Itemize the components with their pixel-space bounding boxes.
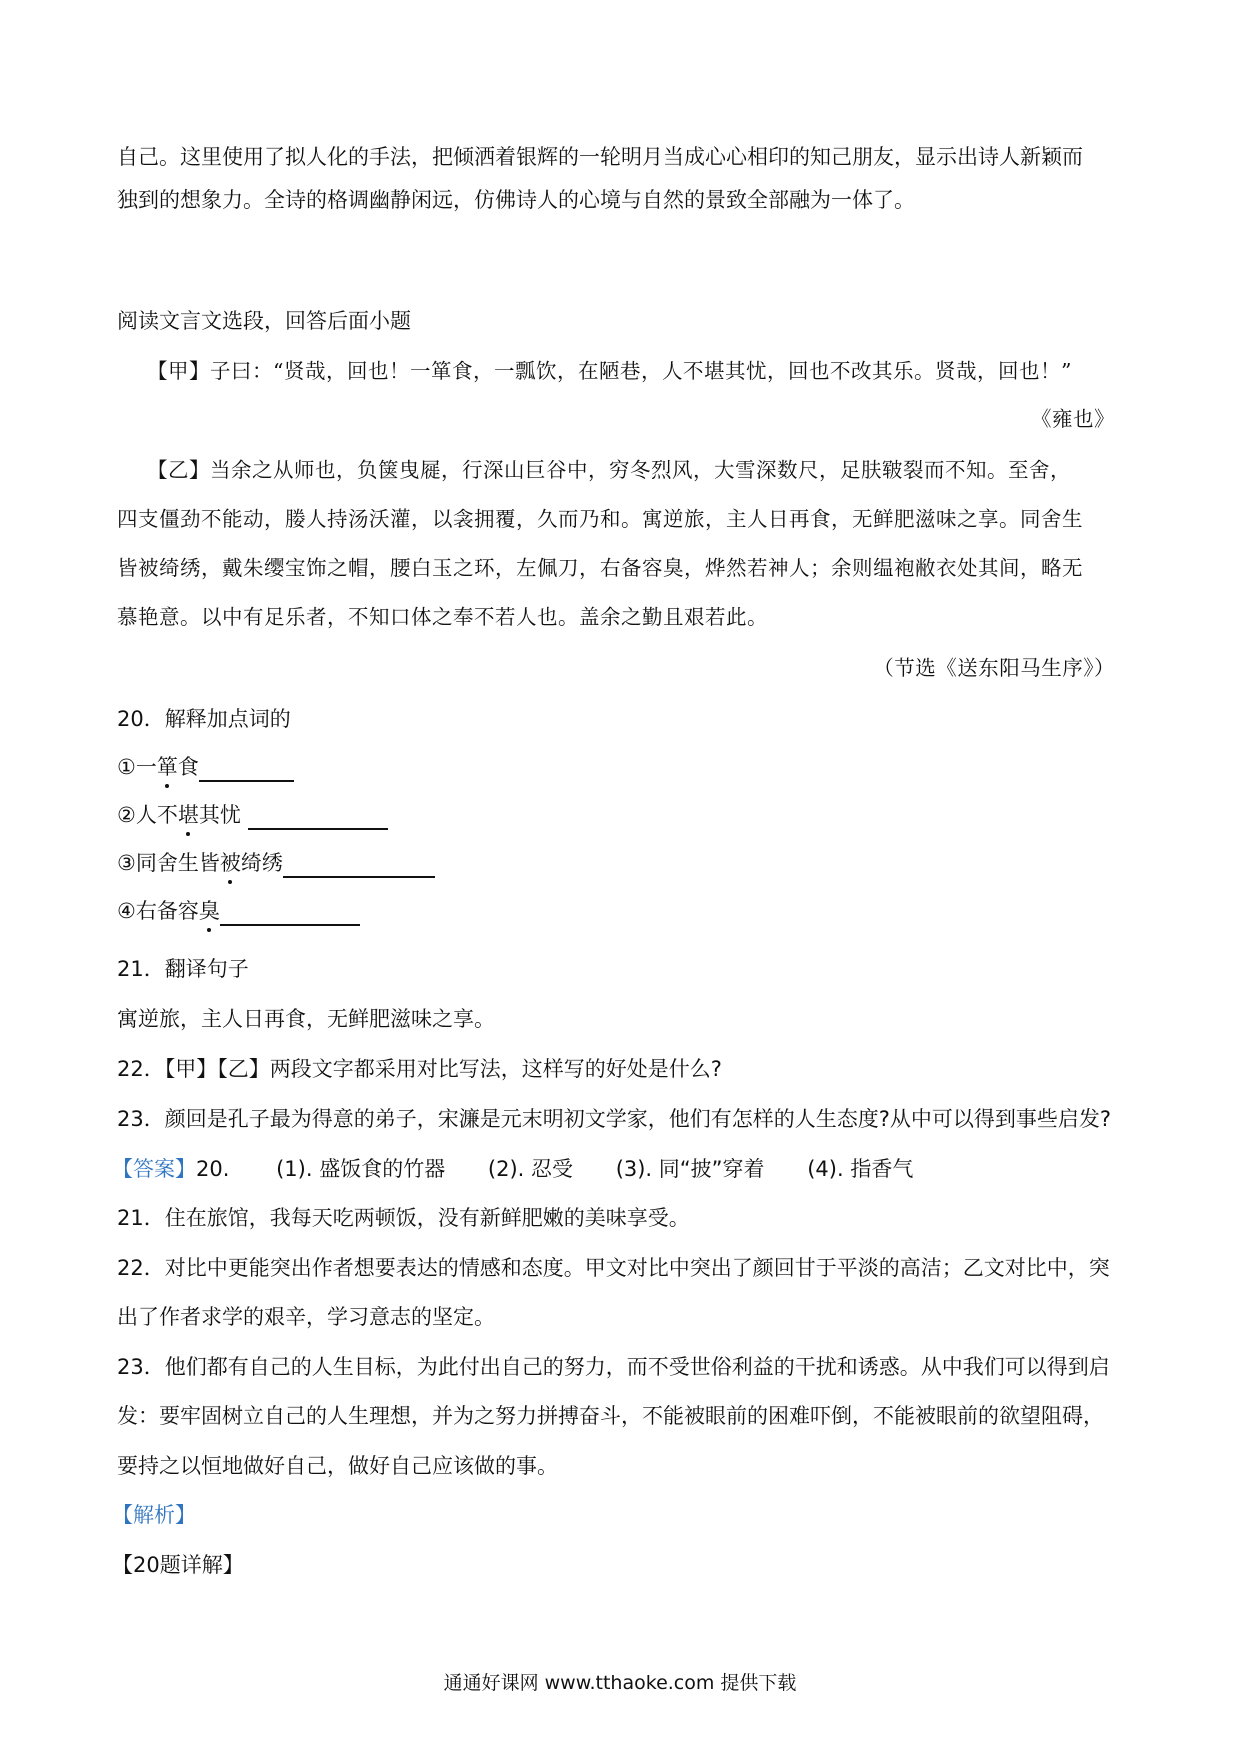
passage-yi-source: （节选《送东阳马生序》） (873, 656, 1115, 680)
answer-23-line: 发：要牢固树立自己的人生理想，并为之努力拼搏奋斗，不能被眼前的困难吓倒，不能被眼前的欲望阻碍， (117, 1404, 1104, 1428)
answer-22-line: 出了作者求学的艰辛，学习意志的坚定。 (117, 1305, 495, 1329)
question-22: 22．【甲】【乙】两段文字都采用对比写法，这样写的好处是什么? (117, 1057, 722, 1081)
passage-jia-source: 《雍也》 (1031, 407, 1115, 431)
question-21-sentence: 寓逆旅，主人日再食，无鲜肥滋味之享。 (117, 1007, 495, 1031)
answer-tag: 【答案】 (112, 1157, 196, 1181)
question-20-item: ④右备容臭 (117, 896, 360, 926)
detail-20-heading: 【20题详解】 (112, 1553, 244, 1577)
answer-23-line: 23．他们都有自己的人生目标，为此付出自己的努力，而不受世俗利益的干扰和诱惑。从中我们可以得到启 (117, 1355, 1110, 1379)
question-20-item: ②人不堪其忧 (117, 800, 388, 830)
reading-intro: 阅读文言文选段，回答后面小题 (117, 309, 411, 333)
question-21-title: 21．翻译句子 (117, 957, 249, 981)
answer-blank[interactable] (248, 804, 388, 830)
passage-yi-line: 皆被绮绣，戴朱缨宝饰之帽，腰白玉之环，左佩刀，右备容臭，烨然若神人；余则缊袍敝衣处其间，略无 (117, 556, 1083, 580)
dotted-word: 臭 (199, 896, 220, 926)
answer-blank[interactable] (220, 900, 360, 926)
answer-blank[interactable] (199, 756, 294, 782)
dotted-word: 被 (220, 848, 241, 878)
analysis-tag: 【解析】 (112, 1503, 196, 1527)
answer-part: (2). 忍受 (487, 1157, 573, 1181)
answer-part: (4). 指香气 (807, 1157, 914, 1181)
answer-23-line: 要持之以恒地做好自己，做好自己应该做的事。 (117, 1454, 558, 1478)
answer-part: (3). 同“披”穿着 (615, 1157, 765, 1181)
answer-20: 【答案】20. (1). 盛饭食的竹器 (2). 忍受 (3). 同“披”穿着 (4). 指香气 (112, 1154, 913, 1184)
passage-yi-line: 四支僵劲不能动，媵人持汤沃灌，以衾拥覆，久而乃和。寓逆旅，主人日再食，无鲜肥滋味之享。同舍生 (117, 507, 1083, 531)
question-20-title: 20．解释加点词的 (117, 707, 291, 731)
answer-22-line: 22．对比中更能突出作者想要表达的情感和态度。甲文对比中突出了颜回甘于平淡的高洁；乙文对比中，突 (117, 1256, 1110, 1280)
passage-yi-line: 慕艳意。以中有足乐者，不知口体之奉不若人也。盖余之勤且艰若此。 (117, 605, 768, 629)
answer-blank[interactable] (283, 852, 435, 878)
passage-jia: 【甲】子曰：“贤哉，回也！一箪食，一瓢饮，在陋巷，人不堪其忧，回也不改其乐。贤哉，回也！” (147, 359, 1072, 383)
passage-yi-line: 【乙】当余之从师也，负箧曳屣，行深山巨谷中，穷冬烈风，大雪深数尺，足肤皲裂而不知。至舍， (147, 458, 1071, 482)
dotted-word: 堪 (178, 800, 199, 830)
answer-part: (1). 盛饭食的竹器 (276, 1157, 446, 1181)
dotted-word: 箪 (157, 752, 178, 782)
question-20-item: ①一箪食 (117, 752, 294, 782)
answer-21: 21．住在旅馆，我每天吃两顿饭，没有新鲜肥嫩的美味享受。 (117, 1206, 690, 1230)
question-20-item: ③同舍生皆被绮绣 (117, 848, 435, 878)
paragraph-line: 自己。这里使用了拟人化的手法，把倾洒着银辉的一轮明月当成心心相印的知己朋友，显示出诗人新颖而 (117, 145, 1083, 169)
footer-watermark: 通通好课网 www.tthaoke.com 提供下载 (443, 1672, 797, 1694)
paragraph-line: 独到的想象力。全诗的格调幽静闲远，仿佛诗人的心境与自然的景致全部融为一体了。 (117, 188, 915, 212)
question-23: 23．颜回是孔子最为得意的弟子，宋濂是元末明初文学家，他们有怎样的人生态度?从中可以得到事些启发? (117, 1107, 1112, 1131)
